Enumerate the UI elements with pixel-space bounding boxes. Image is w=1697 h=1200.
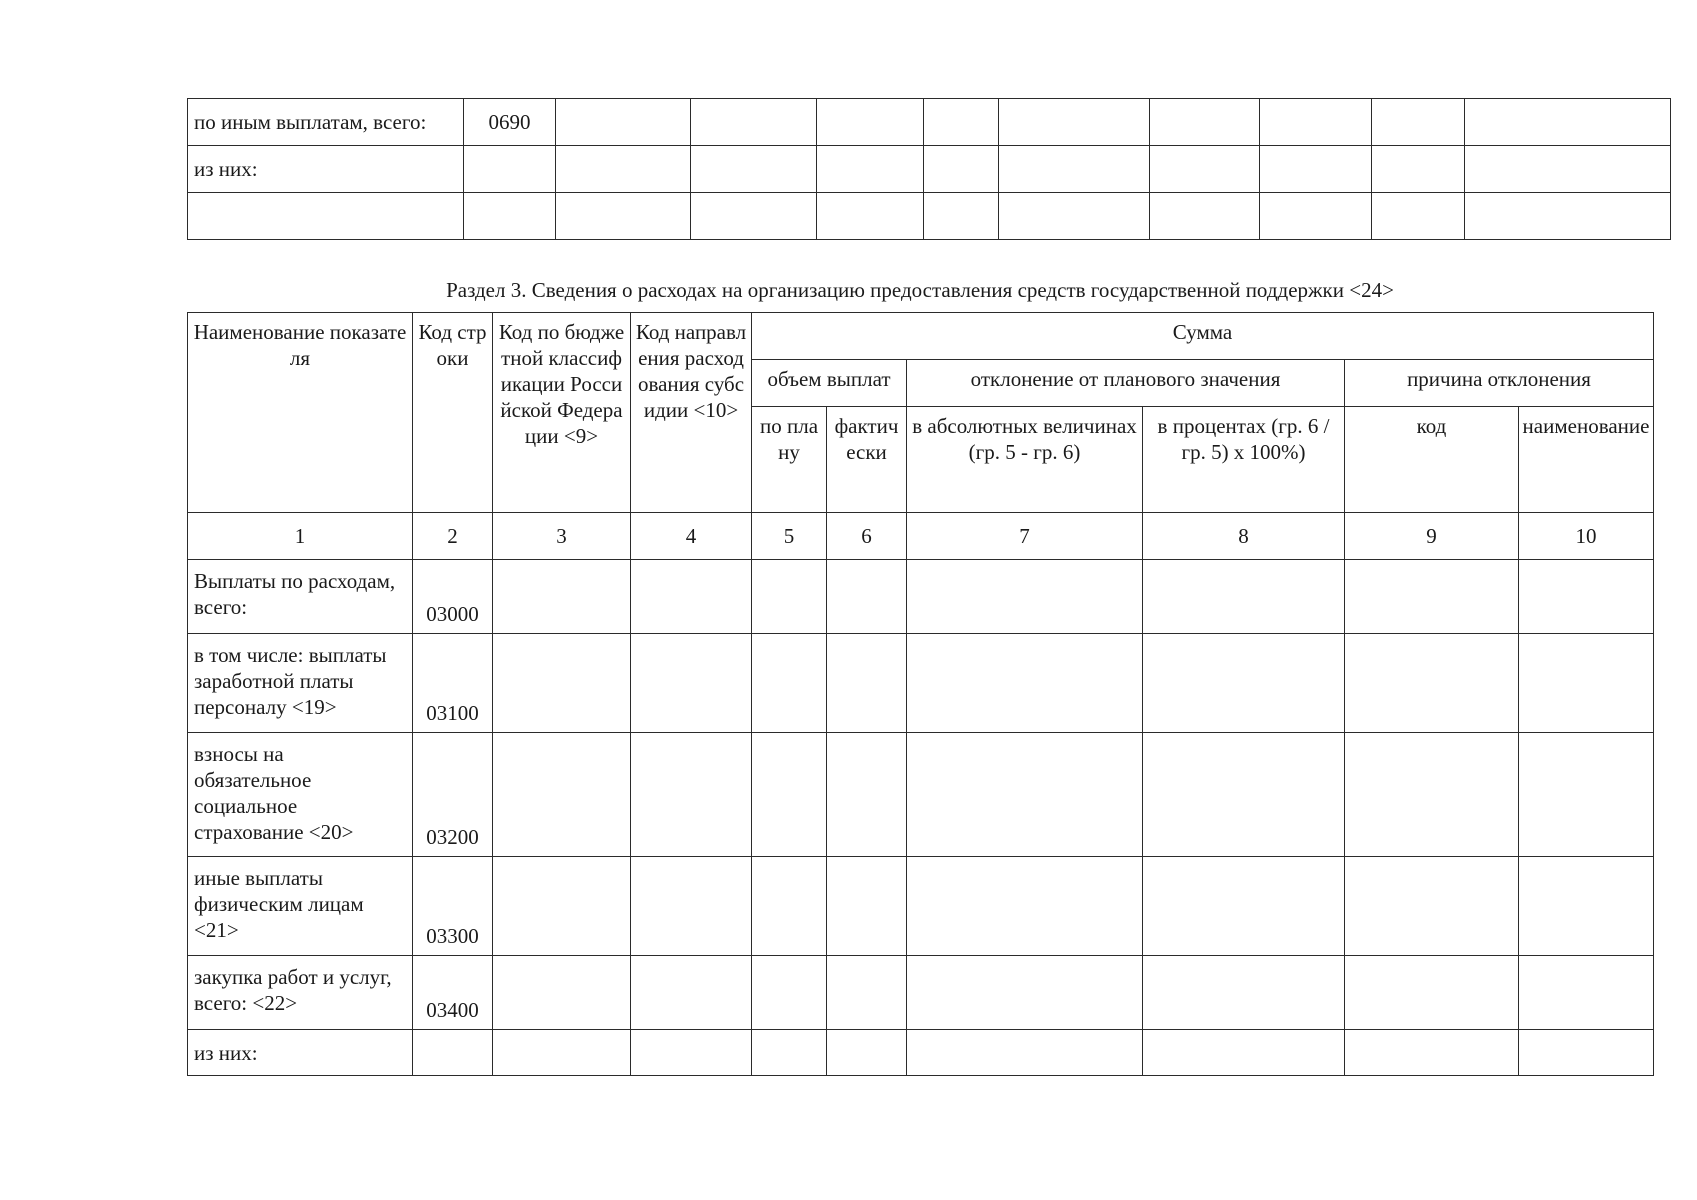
- empty-cell: [1143, 634, 1345, 733]
- empty-cell: [817, 146, 924, 193]
- empty-cell: [1372, 193, 1465, 240]
- header-sum: Сумма: [752, 313, 1654, 360]
- empty-cell: [556, 193, 691, 240]
- empty-cell: [1372, 146, 1465, 193]
- row-code: 03000: [413, 560, 493, 634]
- table-row: [188, 956, 1654, 1030]
- empty-cell: [1345, 857, 1519, 956]
- column-number: 6: [827, 513, 907, 560]
- empty-cell: [924, 146, 999, 193]
- column-number: 5: [752, 513, 827, 560]
- empty-cell: [752, 1030, 827, 1076]
- main-table: [187, 312, 1654, 1076]
- row-code: 0690: [464, 99, 556, 146]
- empty-cell: [631, 634, 752, 733]
- empty-cell: [907, 634, 1143, 733]
- table-row: [188, 857, 1654, 956]
- empty-cell: [556, 146, 691, 193]
- row-code: 03200: [413, 733, 493, 857]
- empty-cell: [907, 1030, 1143, 1076]
- column-number: 10: [1519, 513, 1654, 560]
- empty-cell: [1150, 193, 1260, 240]
- row-code: 03400: [413, 956, 493, 1030]
- empty-cell: [924, 99, 999, 146]
- empty-cell: [1150, 99, 1260, 146]
- empty-cell: [907, 733, 1143, 857]
- empty-cell: [1143, 1030, 1345, 1076]
- empty-cell: [631, 733, 752, 857]
- header-actual: фактически: [827, 407, 907, 513]
- table-row: [188, 193, 1671, 240]
- empty-cell: [1345, 634, 1519, 733]
- empty-cell: [752, 857, 827, 956]
- header-direction-code: Код направления расходования субсидии <10>: [631, 313, 752, 513]
- header-volume: объем выплат: [752, 360, 907, 407]
- empty-cell: [827, 956, 907, 1030]
- header-budget-code: Код по бюджетной классификации Российской Федерации <9>: [493, 313, 631, 513]
- row-code: 03300: [413, 857, 493, 956]
- empty-cell: [752, 560, 827, 634]
- header-reason: причина отклонения: [1345, 360, 1654, 407]
- empty-cell: [1519, 956, 1654, 1030]
- empty-cell: [691, 193, 817, 240]
- empty-cell: [493, 1030, 631, 1076]
- empty-cell: [752, 634, 827, 733]
- row-name: закупка работ и услуг, всего: <22>: [188, 956, 413, 1030]
- header-deviation: отклонение от планового значения: [907, 360, 1345, 407]
- top-table: [187, 98, 1671, 240]
- section-title: Раздел 3. Сведения о расходах на организацию предоставления средств государственной поддержки <24>: [446, 278, 1394, 302]
- empty-cell: [752, 956, 827, 1030]
- empty-cell: [817, 193, 924, 240]
- header-percent: в процентах (гр. 6 / гр. 5) x 100%): [1143, 407, 1345, 513]
- empty-cell: [752, 733, 827, 857]
- empty-cell: [1143, 560, 1345, 634]
- empty-cell: [1519, 634, 1654, 733]
- empty-cell: [691, 99, 817, 146]
- empty-cell: [493, 857, 631, 956]
- table-row: [188, 733, 1654, 857]
- row-name: взносы на обязательное социальное страхование <20>: [188, 733, 413, 857]
- empty-cell: [1465, 146, 1671, 193]
- empty-cell: [493, 634, 631, 733]
- empty-cell: [493, 733, 631, 857]
- empty-cell: [1519, 1030, 1654, 1076]
- header-absolute: в абсолютных величинах (гр. 5 - гр. 6): [907, 407, 1143, 513]
- empty-cell: [827, 857, 907, 956]
- empty-cell: [827, 733, 907, 857]
- empty-cell: [493, 956, 631, 1030]
- empty-cell: [556, 99, 691, 146]
- row-name: из них:: [188, 146, 464, 193]
- empty-cell: [631, 560, 752, 634]
- header-row-code: Код строки: [413, 313, 493, 513]
- empty-cell: [631, 1030, 752, 1076]
- empty-cell: [1345, 733, 1519, 857]
- empty-cell: [907, 956, 1143, 1030]
- empty-cell: [1143, 857, 1345, 956]
- column-number: 2: [413, 513, 493, 560]
- row-name: из них:: [188, 1030, 413, 1076]
- header-reason-name: наименование: [1519, 407, 1654, 513]
- row-name: по иным выплатам, всего:: [188, 99, 464, 146]
- empty-cell: [1143, 733, 1345, 857]
- empty-cell: [999, 99, 1150, 146]
- header-plan: по плану: [752, 407, 827, 513]
- empty-cell: [817, 99, 924, 146]
- empty-cell: [827, 634, 907, 733]
- row-code: 03100: [413, 634, 493, 733]
- empty-cell: [924, 193, 999, 240]
- empty-cell: [907, 857, 1143, 956]
- row-name: [188, 193, 464, 240]
- column-number: 4: [631, 513, 752, 560]
- empty-cell: [1519, 733, 1654, 857]
- empty-cell: [1465, 99, 1671, 146]
- empty-cell: [631, 857, 752, 956]
- column-number: 8: [1143, 513, 1345, 560]
- empty-cell: [1143, 956, 1345, 1030]
- row-code: [464, 193, 556, 240]
- row-code: [413, 1030, 493, 1076]
- table-row: [188, 560, 1654, 634]
- empty-cell: [1260, 193, 1372, 240]
- empty-cell: [691, 146, 817, 193]
- empty-cell: [827, 1030, 907, 1076]
- empty-cell: [827, 560, 907, 634]
- column-number: 1: [188, 513, 413, 560]
- column-numbers-row: [188, 513, 1654, 560]
- table-row: [188, 146, 1671, 193]
- column-number: 7: [907, 513, 1143, 560]
- row-name: в том числе: выплаты заработной платы персоналу <19>: [188, 634, 413, 733]
- empty-cell: [1519, 857, 1654, 956]
- row-name: иные выплаты физическим лицам <21>: [188, 857, 413, 956]
- column-number: 3: [493, 513, 631, 560]
- empty-cell: [1345, 1030, 1519, 1076]
- empty-cell: [907, 560, 1143, 634]
- empty-cell: [999, 146, 1150, 193]
- empty-cell: [631, 956, 752, 1030]
- empty-cell: [1519, 560, 1654, 634]
- table-row: [188, 99, 1671, 146]
- empty-cell: [1465, 193, 1671, 240]
- row-code: [464, 146, 556, 193]
- empty-cell: [1345, 956, 1519, 1030]
- header-reason-code: код: [1345, 407, 1519, 513]
- empty-cell: [999, 193, 1150, 240]
- empty-cell: [1260, 99, 1372, 146]
- table-row: [188, 634, 1654, 733]
- empty-cell: [493, 560, 631, 634]
- empty-cell: [1260, 146, 1372, 193]
- empty-cell: [1372, 99, 1465, 146]
- column-number: 9: [1345, 513, 1519, 560]
- row-name: Выплаты по расходам, всего:: [188, 560, 413, 634]
- empty-cell: [1150, 146, 1260, 193]
- header-name: Наименование показателя: [188, 313, 413, 513]
- empty-cell: [1345, 560, 1519, 634]
- table-row: [188, 1030, 1654, 1076]
- header-row: [188, 313, 1654, 360]
